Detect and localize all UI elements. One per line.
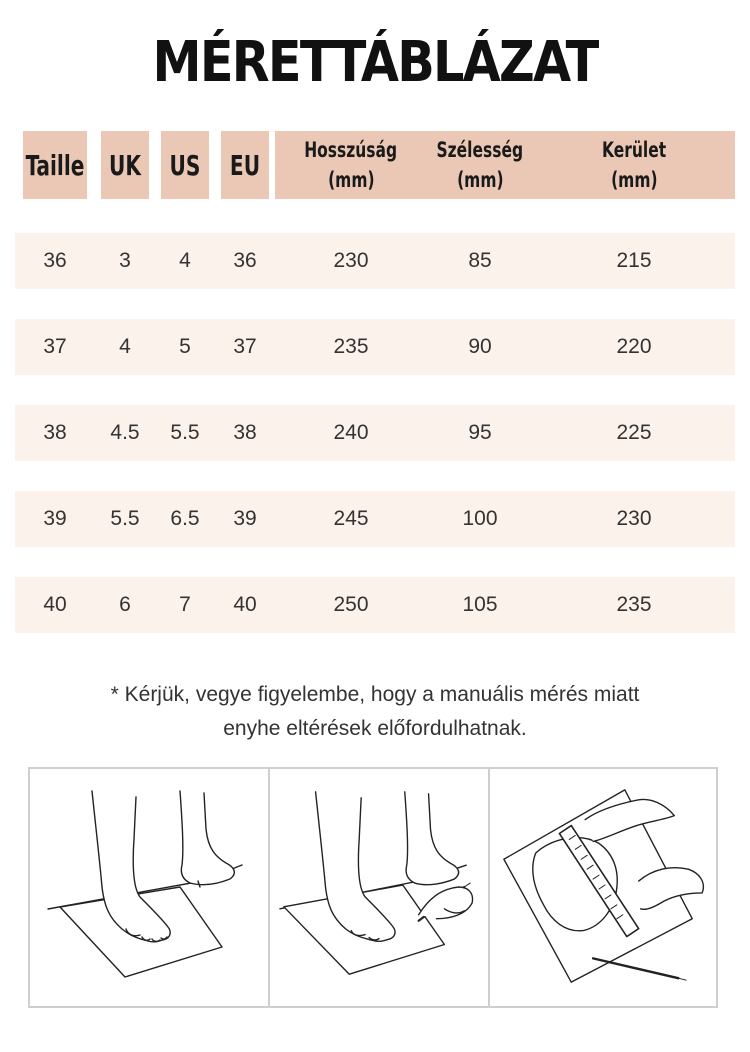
cell-us: 4	[155, 233, 215, 289]
measurement-note	[25, 678, 725, 746]
header-length-unit: (mm)	[327, 168, 375, 192]
header-uk: UK	[101, 131, 149, 199]
cell-length: 240	[275, 405, 427, 461]
header-length	[275, 131, 427, 199]
header-taille: Taille	[23, 131, 87, 199]
cell-eu: 37	[215, 319, 275, 375]
header-width	[427, 131, 533, 199]
header-us: US	[161, 131, 209, 199]
note-line-2: enyhe eltérések előfordulhatnak.	[223, 717, 527, 740]
table-row	[15, 405, 735, 461]
header-length-label: Hosszúság	[304, 138, 398, 162]
tracing-foot-icon	[270, 769, 488, 1006]
header-circumference	[533, 131, 735, 199]
size-chart-table	[15, 131, 735, 633]
cell-circumference: 230	[533, 491, 735, 547]
table-row	[15, 319, 735, 375]
cell-taille: 39	[15, 491, 95, 547]
table-header-row	[15, 131, 735, 199]
cell-length: 235	[275, 319, 427, 375]
cell-taille: 40	[15, 577, 95, 633]
cell-eu: 36	[215, 233, 275, 289]
cell-uk: 4	[95, 319, 155, 375]
header-width-label: Szélesség	[436, 138, 524, 162]
table-row	[15, 577, 735, 633]
illustration-panel-2	[268, 769, 488, 1006]
cell-us: 5.5	[155, 405, 215, 461]
cell-us: 5	[155, 319, 215, 375]
cell-width: 90	[427, 319, 533, 375]
cell-length: 245	[275, 491, 427, 547]
measuring-ruler-icon	[490, 769, 716, 1006]
cell-length: 250	[275, 577, 427, 633]
cell-length: 230	[275, 233, 427, 289]
cell-taille: 38	[15, 405, 95, 461]
cell-uk: 3	[95, 233, 155, 289]
illustration-panel-3	[488, 769, 716, 1006]
feet-on-paper-icon	[30, 769, 268, 1006]
table-row	[15, 233, 735, 289]
cell-taille: 37	[15, 319, 95, 375]
header-width-unit: (mm)	[456, 168, 504, 192]
cell-width: 85	[427, 233, 533, 289]
cell-uk: 4.5	[95, 405, 155, 461]
header-circumference-label: Kerület	[601, 138, 667, 162]
header-circumference-unit: (mm)	[610, 168, 658, 192]
cell-uk: 5.5	[95, 491, 155, 547]
table-row	[15, 491, 735, 547]
measuring-instructions	[28, 767, 718, 1008]
cell-width: 95	[427, 405, 533, 461]
cell-circumference: 215	[533, 233, 735, 289]
cell-width: 105	[427, 577, 533, 633]
cell-circumference: 220	[533, 319, 735, 375]
cell-eu: 38	[215, 405, 275, 461]
cell-eu: 39	[215, 491, 275, 547]
illustration-panel-1	[30, 769, 268, 1006]
cell-circumference: 225	[533, 405, 735, 461]
cell-uk: 6	[95, 577, 155, 633]
cell-us: 7	[155, 577, 215, 633]
cell-width: 100	[427, 491, 533, 547]
cell-us: 6.5	[155, 491, 215, 547]
cell-taille: 36	[15, 233, 95, 289]
cell-eu: 40	[215, 577, 275, 633]
note-line-1: * Kérjük, vegye figyelembe, hogy a manuális mérés miatt	[110, 683, 640, 706]
header-eu: EU	[221, 131, 269, 199]
cell-circumference: 235	[533, 577, 735, 633]
page-title: MÉRETTÁBLÁZAT	[152, 30, 598, 95]
